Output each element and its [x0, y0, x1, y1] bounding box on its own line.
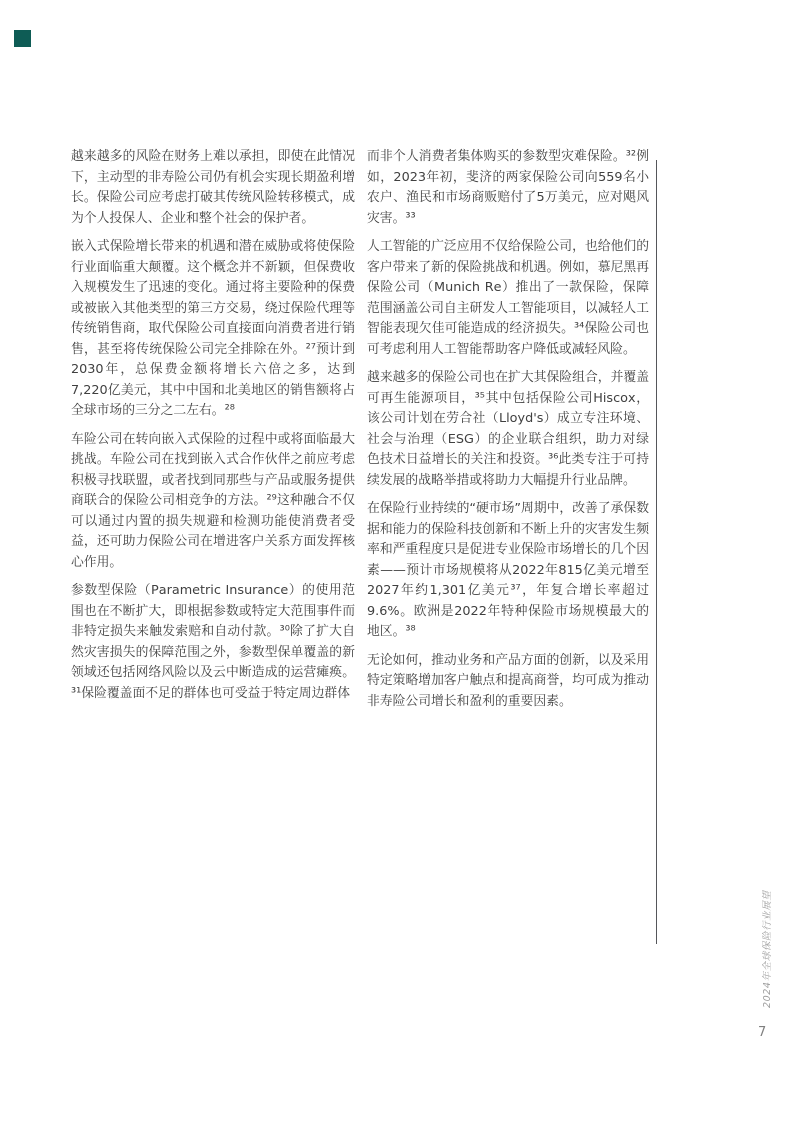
left-text-column	[71, 147, 355, 712]
left-paragraph-2: 嵌入式保险增长带来的机遇和潜在威胁或将使保险行业面临重大颠覆。这个概念并不新颖，但保费收入规模发生了迅速的变化。通过将主要险种的保费或被嵌入其他类型的第三方交易，绕过保险代理等传统销售商，取代保险公司直接面向消费者进行销售，甚至将传统保险公司完全排除在外。²⁷预计到2030年，总保费金额将增长六倍之多，达到7,220亿美元，其中中国和北美地区的销售额将占全球市场的三分之二左右。²⁸	[71, 239, 355, 418]
right-paragraph-4: 在保险行业持续的“硬市场”周期中，改善了承保数据和能力的保险科技创新和不断上升的灾害发生频率和严重程度只是促进专业保险市场增长的几个因素——预计市场规模将从2022年815亿美元增至2027年约1,301亿美元³⁷，年复合增长率超过9.6%。欧洲是2022年特种保险市场规模最大的地区。³⁸	[367, 501, 649, 639]
right-paragraph-2: 人工智能的广泛应用不仅给保险公司，也给他们的客户带来了新的保险挑战和机遇。例如，慕尼黑再保险公司（Munich Re）推出了一款保险，保障范围涵盖公司自主研发人工智能项目，以减轻人工智能表现欠佳可能造成的经济损失。³⁴保险公司也可考虑利用人工智能帮助客户降低或减轻风险。	[367, 239, 649, 357]
brand-square-logo	[14, 30, 31, 47]
left-paragraph-1: 越来越多的风险在财务上难以承担，即使在此情况下，主动型的非寿险公司仍有机会实现长期盈利增长。保险公司应考虑打破其传统风险转移模式，成为个人投保人、企业和整个社会的保护者。	[71, 149, 355, 226]
left-paragraph-4: 参数型保险（Parametric Insurance）的使用范围也在不断扩大，即根据参数或特定大范围事件而非特定损失来触发索赔和自动付款。³⁰除了扩大自然灾害损失的保障范围之外，参数型保单覆盖的新领域还包括网络风险以及云中断造成的运营瘫痪。³¹保险覆盖面不足的群体也可受益于特定周边群体	[71, 583, 355, 701]
vertical-divider-rule	[656, 160, 657, 944]
right-paragraph-3: 越来越多的保险公司也在扩大其保险组合，并覆盖可再生能源项目，³⁵其中包括保险公司Hiscox，该公司计划在劳合社（Lloyd's）成立专注环境、社会与治理（ESG）的企业联合组织，助力对绿色技术日益增长的关注和投资。³⁶此类专注于可持续发展的战略举措或将助力大幅提升行业品牌。	[367, 370, 649, 488]
right-paragraph-5: 无论如何，推动业务和产品方面的创新，以及采用特定策略增加客户触点和提高商誉，均可成为推动非寿险公司增长和盈利的重要因素。	[367, 652, 649, 709]
right-text-column	[367, 147, 649, 720]
right-paragraph-1: 而非个人消费者集体购买的参数型灾难保险。³²例如，2023年初，斐济的两家保险公司向559名小农户、渔民和市场商贩赔付了5万美元，应对飓风灾害。³³	[367, 149, 649, 226]
left-paragraph-3: 车险公司在转向嵌入式保险的过程中或将面临最大挑战。车险公司在找到嵌入式合作伙伴之前应考虑积极寻找联盟，或者找到同那些与产品或服务提供商联合的保险公司相竞争的方法。²⁹这种融合不仅可以通过内置的损失规避和检测功能使消费者受益，还可助力保险公司在增进客户关系方面发挥核心作用。	[71, 431, 355, 570]
sidebar-vertical-title: 2024年全球保险行业展望	[762, 890, 773, 1008]
page-number: 7	[758, 1025, 767, 1040]
